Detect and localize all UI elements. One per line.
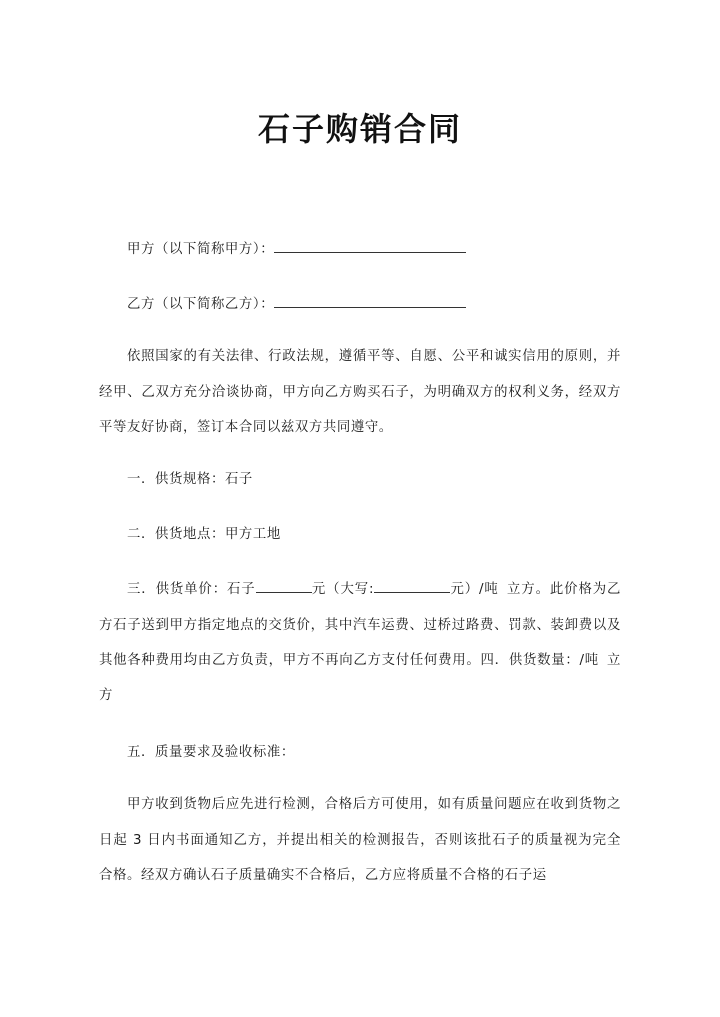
spacer xyxy=(99,267,621,287)
clause-two-number: 二． xyxy=(127,527,155,543)
clause-three-prefix: 石子 xyxy=(227,582,256,598)
clause-three-content: 此价格为乙方石子送到甲方指定地点的交货价，其中汽车运费、过桥过路费、罚款、装卸费以及其他各种费用均由乙方负责，甲方不再向乙方支付任何费用。 xyxy=(99,582,622,668)
party-line-second xyxy=(99,287,621,322)
clause-five-heading: 质量要求及验收标准： xyxy=(154,745,295,761)
party-line-first xyxy=(99,232,621,267)
clause-three-heading: 供货单价： xyxy=(155,582,228,598)
price-unit-label: 元（大写: xyxy=(311,582,375,598)
price-capital-suffix: 元）/吨 xyxy=(450,582,499,598)
preamble-paragraph: 依照国家的有关法律、行政法规，遵循平等、自愿、公平和诚实信用的原则，并经甲、乙双方充分洽谈协商，甲方向乙方购买石子，为明确双方的权利义务，经双方平等友好协商，签订本合同以兹双方共同遵守。 xyxy=(99,349,621,435)
price-volume-unit: 立方。 xyxy=(506,582,550,598)
document-body xyxy=(99,232,621,893)
clause-one-content: 石子 xyxy=(224,472,253,488)
clause-one xyxy=(99,462,621,497)
party-blank-second[interactable] xyxy=(274,293,466,308)
clause-two-heading: 供货地点： xyxy=(154,527,225,543)
clause-one-number: 一． xyxy=(127,472,155,488)
party-label-first: 甲方（以下简称甲方）： xyxy=(127,242,275,257)
spacer xyxy=(99,552,621,572)
party-label-second: 乙方（以下简称乙方）： xyxy=(127,297,275,313)
clause-three-number: 三． xyxy=(127,582,156,598)
page-title: 石子购销合同 xyxy=(257,110,462,148)
clause-four-volume: 立方 xyxy=(99,652,621,704)
spacer xyxy=(99,497,621,517)
clause-one-heading: 供货规格： xyxy=(154,472,225,488)
spacer xyxy=(99,322,621,339)
clause-five xyxy=(99,735,621,770)
price-capital-blank[interactable] xyxy=(374,578,450,593)
clause-five-number: 五． xyxy=(127,745,155,761)
clause-three xyxy=(99,572,621,713)
spacer xyxy=(99,445,621,462)
clause-four-number: 四． xyxy=(480,652,509,668)
clause-four-heading: 供货数量： xyxy=(508,652,580,668)
party-blank-first[interactable] xyxy=(274,238,466,253)
price-blank[interactable] xyxy=(256,578,312,593)
clause-four-content: /吨 xyxy=(579,652,599,668)
clause-two xyxy=(99,517,621,552)
spacer xyxy=(99,770,621,787)
clause-two-content: 甲方工地 xyxy=(224,527,281,543)
spacer xyxy=(99,713,621,735)
quality-paragraph: 甲方收到货物后应先进行检测，合格后方可使用，如有质量问题应在收到货物之日起 3 日内书面通知乙方，并提出相关的检测报告，否则该批石子的质量视为完全合格。经双方确认石子质量确实不合格后，乙方应将质量不合格的石子运 xyxy=(99,797,621,883)
